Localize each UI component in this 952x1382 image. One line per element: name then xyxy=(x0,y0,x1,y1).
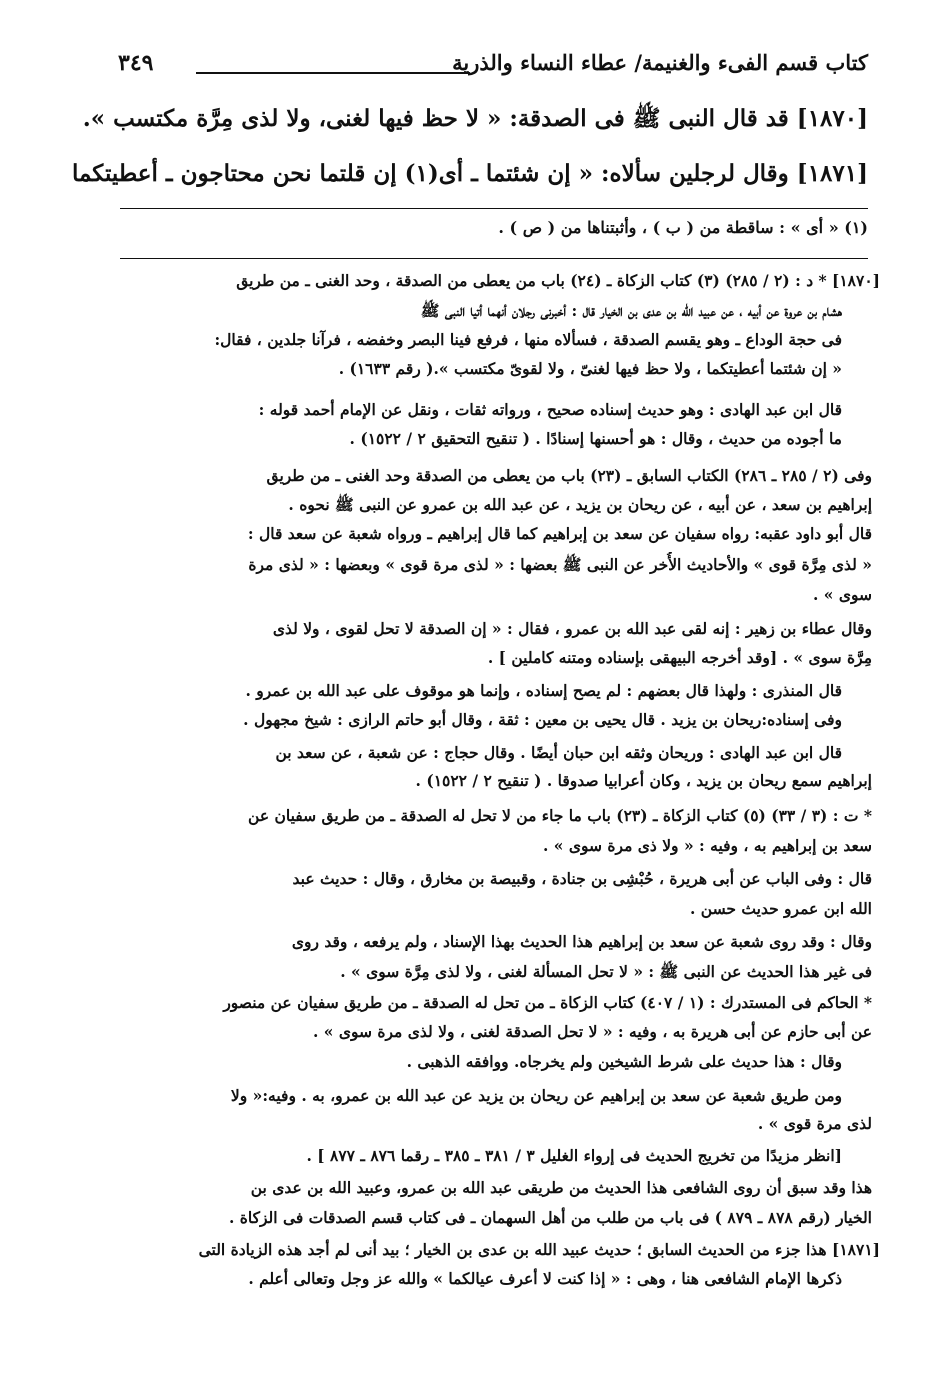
main-text-line-1871: [١٨٧١] وقال لرجلين سألاه: « إن شئتما ـ أى(١) إن قلتما نحن محتاجون ـ أعطيتكما xyxy=(71,160,868,187)
commentary-line: لذى مرة قوى » . xyxy=(757,1114,872,1133)
commentary-line: إبراهيم سمع ريحان بن يزيد ، وكان أعرابيا صدوقا . ( تنقيح ٢ / ١٥٢٢) . xyxy=(415,771,872,790)
commentary-line: ذكرها الإمام الشافعى هنا ، وهى : « إذا كنت لا أعرف عيالكما » والله عز وجل وتعالى أعلم . xyxy=(248,1269,842,1288)
commentary-line: [انظر مزيدًا من تخريج الحديث فى إرواء الغليل ٣ / ٣٨١ ـ ٣٨٥ ـ رقما ٨٧٦ ـ ٨٧٧ ] . xyxy=(306,1146,842,1165)
commentary-line: * ت : (٣ / ٣٣) (٥) كتاب الزكاة ـ (٢٣) باب ما جاء من لا تحل له الصدقة ـ من طريق سفيان عن xyxy=(248,806,872,825)
commentary-line: وقال : وقد روى شعبة عن سعد بن إبراهيم هذا الحديث بهذا الإسناد ، ولم يرفعه ، وقد روى xyxy=(291,932,872,951)
commentary-line: إبراهيم بن سعد ، عن أبيه ، عن ريحان بن يزيد ، عن عبد الله بن عمرو عن النبى ﷺ نحوه . xyxy=(288,495,872,514)
commentary-line: « إن شئتما أعطيتكما ، ولا حظ فيها لغنىّ ، ولا لقوىّ مكتسب ».( رقم ١٦٣٣) . xyxy=(338,359,842,378)
commentary-line: [١٨٧١] هذا جزء من الحديث السابق ؛ حديث عبيد الله بن عدى بن الخيار ؛ بيد أنى لم أجد هذه الزيادة التى xyxy=(198,1240,880,1259)
footnote-rule xyxy=(120,208,868,209)
commentary-line: سوى » . xyxy=(812,585,872,604)
running-title: كتاب قسم الفىء والغنيمة/ عطاء النساء والذرية xyxy=(452,50,868,75)
commentary-line: ومن طريق شعبة عن سعد بن إبراهيم عن ريحان بن يزيد عن عبد الله بن عمرو، به . وفيه:« ولا xyxy=(230,1086,842,1105)
commentary-line: « لذى مِرَّة قوى » والأحاديث الأُخر عن النبى ﷺ بعضها : « لذى مرة قوى » وبعضها : « لذى مرة xyxy=(248,555,872,574)
commentary-line: وقال عطاء بن زهير : إنه لقى عبد الله بن عمرو ، فقال : « إن الصدقة لا تحل لقوى ، ولا لذى xyxy=(272,619,872,638)
commentary-line: قال : وفى الباب عن أبى هريرة ، حُبْشِى بن جنادة ، وقبيصة بن مخارق ، وقال : حديث عبد xyxy=(292,869,872,888)
commentary-line: قال أبو داود عقبه: رواه سفيان عن سعد بن إبراهيم كما قال إبراهيم ـ ورواه شعبة عن سعد قال : xyxy=(247,524,872,543)
commentary-line: [١٨٧٠] * د : (٢ / ٢٨٥) (٣) كتاب الزكاة ـ (٢٤) باب من يعطى من الصدقة ، وحد الغنى ـ من طريق xyxy=(236,271,880,290)
commentary-line: فى غير هذا الحديث عن النبى ﷺ : « لا تحل المسألة لغنى ، ولا لذى مِرَّة سوى » . xyxy=(340,962,872,981)
commentary-line: عن أبى حازم عن أبى هريرة به ، وفيه : « لا تحل الصدقة لغنى ، ولا لذى مرة سوى » . xyxy=(312,1022,872,1041)
commentary-line: مِرَّة سوى » . [وقد أخرجه البيهقى بإسناده ومتنه كاملين ] . xyxy=(487,648,872,667)
footnote: (١) « أى » : ساقطة من ( ب ) ، وأثبتناها من ( ص ) . xyxy=(498,218,868,237)
commentary-line: هشام بن عروة عن أبيه ، عن عبيد الله بن عدى بن الخيار قال : أخبرنى رجلان أنهما أتيا النبى ﷺ xyxy=(420,301,842,320)
commentary-line: * الحاكم فى المستدرك : (١ / ٤٠٧) كتاب الزكاة ـ من تحل له الصدقة ـ من طريق سفيان عن منصور xyxy=(223,993,872,1012)
commentary-line: قال ابن عبد الهادى : وهو حديث إسناده صحيح ، ورواته ثقات ، ونقل عن الإمام أحمد قوله : xyxy=(258,400,842,419)
commentary-line: وفى إسناده:ريحان بن يزيد . قال يحيى بن معين : ثقة ، وقال أبو حاتم الرازى : شيخ مجهول . xyxy=(243,710,842,729)
commentary-line: سعد بن إبراهيم به ، وفيه : « ولا ذى مرة سوى » . xyxy=(543,836,872,855)
page-header xyxy=(118,50,868,86)
page-number: ٣٤٩ xyxy=(118,50,154,76)
commentary-line: الله ابن عمرو حديث حسن . xyxy=(690,899,872,918)
commentary-line: وقال : هذا حديث على شرط الشيخين ولم يخرجاه. ووافقه الذهبى . xyxy=(406,1052,842,1071)
commentary-line: هذا وقد سبق أن روى الشافعى هذا الحديث من طريقى عبد الله بن عمرو، وعبيد الله بن عدى بن xyxy=(250,1178,872,1197)
header-rule xyxy=(196,72,470,74)
main-text-line-1870: [١٨٧٠] قد قال النبى ﷺ فى الصدقة: « لا حظ فيها لغنى، ولا لذى مِرَّة مكتسب ». xyxy=(82,105,868,132)
commentary-line: الخيار (رقم ٨٧٨ ـ ٨٧٩ ) فى باب من طلب من أهل السهمان ـ فى كتاب قسم الصدقات فى الزكاة . xyxy=(228,1208,872,1227)
commentary-line: قال ابن عبد الهادى : وريحان وثقه ابن حبان أيضًا . وقال حجاج : عن شعبة ، عن سعد بن xyxy=(275,743,842,762)
commentary-line: قال المنذرى : ولهذا قال بعضهم : لم يصح إسناده ، وإنما هو موقوف على عبد الله بن عمرو . xyxy=(245,681,842,700)
commentary-line: ما أجوده من حديث ، وقال : هو أحسنها إسنادًا . ( تنقيح التحقيق ٢ / ١٥٢٢) . xyxy=(349,429,842,448)
commentary-rule xyxy=(120,258,868,259)
commentary-line: وفى (٢ / ٢٨٥ ـ ٢٨٦) الكتاب السابق ـ (٢٣) باب من يعطى من الصدقة وحد الغنى ـ من طريق xyxy=(266,466,872,485)
commentary-line: فى حجة الوداع ـ وهو يقسم الصدقة ، فسألاه منها ، فرفع فينا البصر وخفضه ، فرآنا جلدين ، فقال: xyxy=(214,330,842,349)
